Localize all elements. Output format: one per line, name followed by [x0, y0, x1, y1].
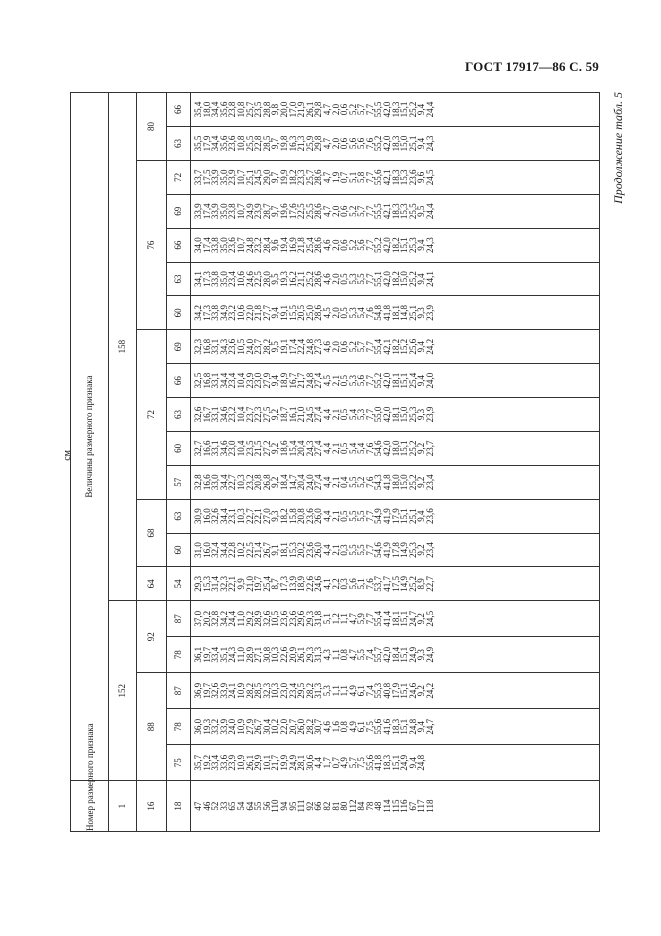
page-header-standard: ГОСТ 17917—86 С. 59: [465, 59, 599, 74]
lvl3-header: 54: [167, 567, 191, 601]
column-values: 32,5 16,8 33,1 34,4 23,4 10,4 23,9 23,0 27,9 9,4 18,9 16,7 21,7 24,8 27,4 4,5 2,1 0,5 5,3 5,6 7,7 55,2 42,0 18,1 15,1 25,4 9,4 24,0: [193, 372, 436, 389]
column-values: 30,9 16,0 32,6 34,4 23,1 10,3 22,7 22,1 27,0 9,3 18,2 15,8 20,8 23,6 26,0 4,4 2,1 0,5 5,5 5,5 7,7 54,9 41,9 17,9 15,1 25,1 9,4 23,6: [193, 508, 436, 524]
lvl3-header: 69: [167, 194, 191, 228]
lvl2-header: 64: [137, 567, 167, 601]
lvl3-header: 18: [167, 781, 191, 832]
lvl2-header: 80: [137, 93, 167, 161]
column-values: 32,6 16,7 33,1 34,6 23,2 10,4 23,7 22,3 27,5 9,2 18,7 16,1 21,0 24,5 27,4 4,4 2,1 0,5 5,4 5,3 7,7 55,0 42,0 18,1 15,0 25,3 9,3 23,9: [193, 406, 436, 423]
measurement-table: [70, 92, 600, 832]
lvl3-header: 87: [167, 601, 191, 637]
lvl3-header: 60: [167, 431, 191, 465]
data-column: [191, 601, 600, 637]
column-values: 29,3 15,3 31,4 32,3 22,1 9,9 21,0 19,7 25,4 8,7 17,3 13,9 18,9 22,6 24,6 4,1 2,2 0,3 5,6 5,1 7,6 53,7 41,7 17,5 14,9 25,2 8,9 22,7: [193, 575, 436, 592]
column-values: 36,1 19,7 33,4 35,1 24,3 11,0 28,9 27,1 30,8 10,3 22,6 20,9 26,1 29,3 31,3 4,3 1,1 0,8 4,7 5,5 7,4 55,7 42,0 18,4 15,1 24,9 9,3 24,9: [193, 646, 436, 663]
lvl3-header: 63: [167, 127, 191, 161]
lvl2-header: 92: [137, 601, 167, 673]
lvl2-header: 68: [137, 499, 167, 567]
column-values: 35,7 19,2 33,4 33,6 23,9 10,9 26,1 29,9 10,1 21,7 19,9 24,9 28,1 30,6 4,4 1,7 0,7 4,9 5,7 7,5 55,6 41,8 18,3 15,1 24,9 9,4 24,8: [193, 754, 427, 771]
values-title: Величины размерного признака: [71, 93, 109, 781]
lvl1-header: 152: [109, 601, 137, 781]
column-values: 33,9 17,4 33,9 35,0 23,8 10,7 24,9 23,9 28,7 9,7 19,6 17,6 22,5 25,5 28,6 4,7 2,0 0,6 5,2 5,7 7,7 55,5 42,1 18,3 15,3 25,5 9,5 24,4: [193, 203, 436, 220]
column-values: 32,7 16,6 33,1 34,6 23,0 10,4 23,5 21,5 27,2 9,2 18,6 15,4 20,4 24,3 27,4 4,4 2,1 0,5 5,4 5,4 7,6 54,6 42,0 18,0 15,1 25,2 9,2 23,7: [193, 440, 436, 457]
data-column: [191, 745, 600, 781]
data-column: [191, 194, 600, 228]
data-column: [191, 228, 600, 262]
data-column: [191, 567, 600, 601]
data-column: [191, 262, 600, 296]
column-values: 36,0 19,3 33,2 33,9 24,0 10,9 27,9 26,7 30,4 10,2 22,0 20,7 26,0 28,2 30,7 4,6 1,6 0,8 4,9 6,1 7,5 55,6 41,6 18,3 15,1 24,8 9,4 24,7: [193, 718, 436, 735]
data-column: [191, 499, 600, 533]
lvl3-header: 60: [167, 533, 191, 567]
data-column: [191, 296, 600, 330]
column-values: 32,8 16,6 33,0 34,4 22,7 10,3 23,2 20,8 26,8 9,2 18,4 14,7 20,4 24,0 27,4 4,4 2,1 0,4 5,5 5,2 7,6 54,3 41,8 18,0 15,0 25,2 9,2 23,4: [193, 474, 436, 491]
lvl3-header: 75: [167, 745, 191, 781]
data-column: [191, 673, 600, 709]
lvl3-header: 63: [167, 499, 191, 533]
column-values: 35,4 18,0 34,4 35,6 23,8 10,8 25,7 23,5 28,8 9,8 20,0 17,0 21,9 26,1 29,8 4,7 2,0 0,6 5,2 5,7 7,7 55,5 42,0 18,3 15,1 25,2 9,4 24,4: [193, 101, 436, 118]
lvl3-header: 78: [167, 709, 191, 745]
column-values: 47 46 52 33 65 54 64 55 56 110 94 95 111 92 66 82 81 80 112 84 78 48 114 115 116 67 117 118: [193, 799, 436, 813]
row-header-title: Номер размерного признака: [71, 781, 109, 832]
lvl3-header: 66: [167, 228, 191, 262]
column-values: 31,0 16,0 32,4 34,4 22,8 10,2 22,5 21,4 26,7 9,1 18,1 15,3 20,2 23,6 26,0 4,4 2,1 0,3 5,5 5,5 7,7 54,6 41,9 17,8 14,9 25,3 9,2 23,4: [193, 542, 436, 558]
data-column: [191, 431, 600, 465]
lvl3-header: 87: [167, 673, 191, 709]
data-column: [191, 637, 600, 673]
column-values: 34,0 17,4 33,8 35,0 23,6 10,7 24,8 23,2 28,4 9,6 19,4 16,9 21,8 25,4 28,6 4,6 2,0 0,6 5,2 5,6 7,7 55,2 42,0 18,2 15,1 25,3 9,4 24,3: [193, 237, 436, 253]
lvl3-header: 78: [167, 637, 191, 673]
lvl2-header: 88: [137, 673, 167, 781]
lvl3-header: 69: [167, 330, 191, 364]
data-column: [191, 465, 600, 499]
continuation-label: Продолжение табл. 5: [611, 92, 625, 204]
data-column: [191, 364, 600, 398]
lvl3-header: 72: [167, 160, 191, 194]
data-column: [191, 781, 600, 832]
data-column: [191, 160, 600, 194]
data-column: [191, 330, 600, 364]
data-column: [191, 709, 600, 745]
measurement-table-container: [70, 92, 600, 832]
lvl3-header: 66: [167, 364, 191, 398]
data-column: [191, 533, 600, 567]
data-column: [191, 398, 600, 432]
column-values: 37,0 20,2 32,8 34,2 24,4 11,0 29,2 28,9 32,6 10,5 23,6 23,6 29,6 29,3 31,8 5,1 1,2 1,1 4,7 5,9 7,7 55,4 41,4 18,1 15,1 24,7 9,2 24,5: [193, 610, 436, 627]
lvl3-header: 57: [167, 465, 191, 499]
column-values: 35,5 17,9 34,4 35,6 23,6 10,8 25,5 22,8 28,5 9,7 19,8 16,3 21,3 25,9 29,8 4,7 2,0 0,6 5,6 5,6 7,6 55,2 42,0 18,3 15,0 25,1 9,4 24,3: [193, 135, 436, 152]
column-values: 34,2 17,3 33,8 34,9 23,2 10,6 22,0 21,8 27,7 9,4 19,1 15,5 20,5 25,0 28,6 4,5 2,0 0,5 5,3 5,4 7,6 54,8 41,8 18,1 14,8 25,1 9,3 23,9: [193, 304, 436, 321]
lvl2-header: 16: [137, 781, 167, 832]
lvl3-header: 60: [167, 296, 191, 330]
column-values: 34,1 17,3 33,8 35,0 23,4 10,6 24,6 22,5 28,0 9,5 19,3 16,2 21,1 25,2 28,6 4,6 2,0 0,5 5,3 5,5 7,7 55,1 42,0 18,2 15,0 25,2 9,4 24,1: [193, 271, 436, 287]
lvl3-header: 66: [167, 93, 191, 127]
lvl1-header: 1: [109, 781, 137, 832]
lvl2-header: 72: [137, 330, 167, 499]
column-values: 32,3 16,8 33,1 34,3 23,6 10,5 24,0 23,7 28,2 9,5 19,1 17,4 22,4 24,8 27,3 4,6 2,0 0,6 5,2 5,7 7,7 55,4 42,1 18,2 15,2 25,6 9,4 24,2: [193, 338, 436, 355]
data-column: [191, 93, 600, 127]
lvl3-header: 63: [167, 262, 191, 296]
lvl1-header: 158: [109, 93, 137, 601]
unit-label: см: [62, 450, 73, 461]
column-values: 36,9 19,7 32,6 33,9 24,1 10,9 28,2 28,5 32,3 10,3 23,0 23,4 29,5 28,2 31,3 5,3 1,1 1,1 4,9 6,1 7,4 55,3 40,8 17,9 15,1 24,6 9,2 24,2: [193, 682, 436, 699]
data-column: [191, 127, 600, 161]
lvl3-header: 63: [167, 398, 191, 432]
column-values: 33,7 17,5 33,9 35,0 23,9 10,7 25,1 24,5 29,0 9,7 19,9 18,2 23,3 25,7 28,6 4,7 1,9 0,7 5,1 5,8 7,7 55,6 42,1 18,3 15,3 23,6 9,6 24,5: [193, 169, 436, 186]
lvl2-header: 76: [137, 160, 167, 329]
